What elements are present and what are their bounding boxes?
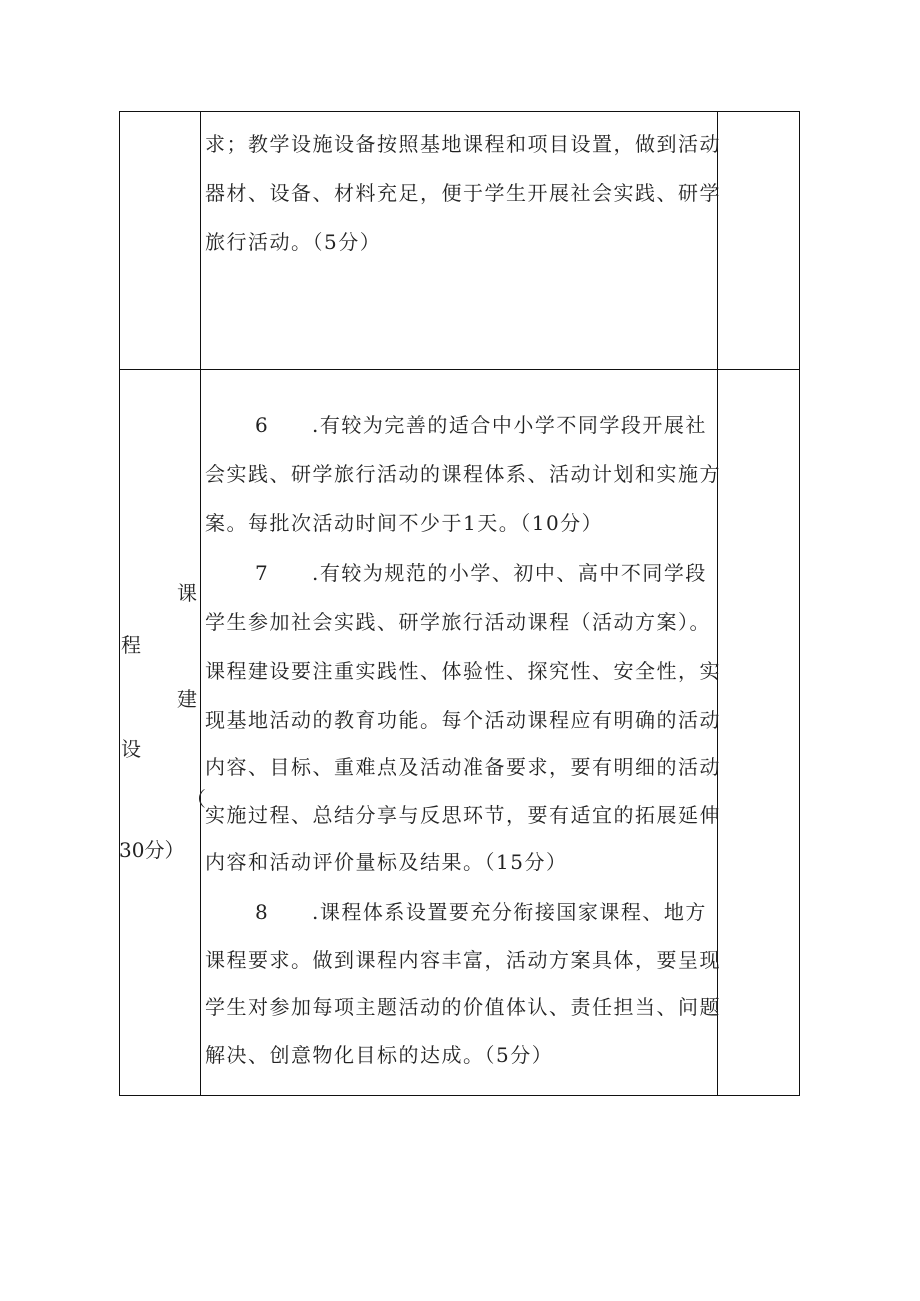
category-char-3: 建 — [177, 687, 197, 711]
item-7-line-2: 学生参加社会实践、研学旅行活动课程（活动方案）。 — [205, 610, 711, 634]
row1-line-2: 器材、设备、材料充足，便于学生开展社会实践、研学 — [205, 181, 721, 205]
item-7-number: 7 — [255, 561, 270, 585]
category-char-5: （ — [186, 787, 206, 811]
row1-line-3: 旅行活动。（5分） — [205, 230, 382, 254]
table-right-border — [799, 111, 800, 1096]
item-7-line-7: 内容和活动评价量标及结果。（15分） — [205, 850, 568, 874]
item-7-line-3: 课程建设要注重实践性、体验性、探究性、安全性，实 — [205, 659, 721, 683]
item-8-number: 8 — [255, 900, 270, 924]
item-7-line-5: 内容、目标、重难点及活动准备要求，要有明细的活动 — [205, 755, 721, 779]
item-6-line-3: 案。每批次活动时间不少于1天。（10分） — [205, 511, 604, 535]
item-7-line-4: 现基地活动的教育功能。每个活动课程应有明确的活动 — [205, 708, 721, 732]
item-8-line-3: 学生对参加每项主题活动的价值体认、责任担当、问题 — [205, 995, 721, 1019]
item-7-line-6: 实施过程、总结分享与反思环节，要有适宜的拓展延伸 — [205, 803, 721, 827]
row1-line-1: 求；教学设施设备按照基地课程和项目设置，做到活动 — [205, 132, 721, 156]
item-8-line-4: 解决、创意物化目标的达成。（5分） — [205, 1043, 554, 1067]
table-bottom-border — [119, 1095, 800, 1096]
row-divider — [119, 369, 800, 370]
table-left-border — [119, 111, 120, 1096]
item-6-number: 6 — [255, 413, 270, 437]
item-8-first-line: .课程体系设置要充分衔接国家课程、地方 — [312, 900, 707, 924]
category-score: 30分） — [119, 838, 185, 862]
category-char-1: 课 — [177, 581, 197, 605]
table-top-border — [119, 111, 800, 112]
category-char-4: 设 — [121, 737, 141, 761]
item-6-line-2: 会实践、研学旅行活动的课程体系、活动计划和实施方 — [205, 462, 721, 486]
category-char-2: 程 — [121, 633, 141, 657]
item-6-first-line: .有较为完善的适合中小学不同学段开展社 — [312, 413, 707, 437]
item-8-line-2: 课程要求。做到课程内容丰富，活动方案具体，要呈现 — [205, 948, 721, 972]
column-divider-1 — [200, 111, 201, 1096]
item-7-first-line: .有较为规范的小学、初中、高中不同学段 — [312, 561, 707, 585]
